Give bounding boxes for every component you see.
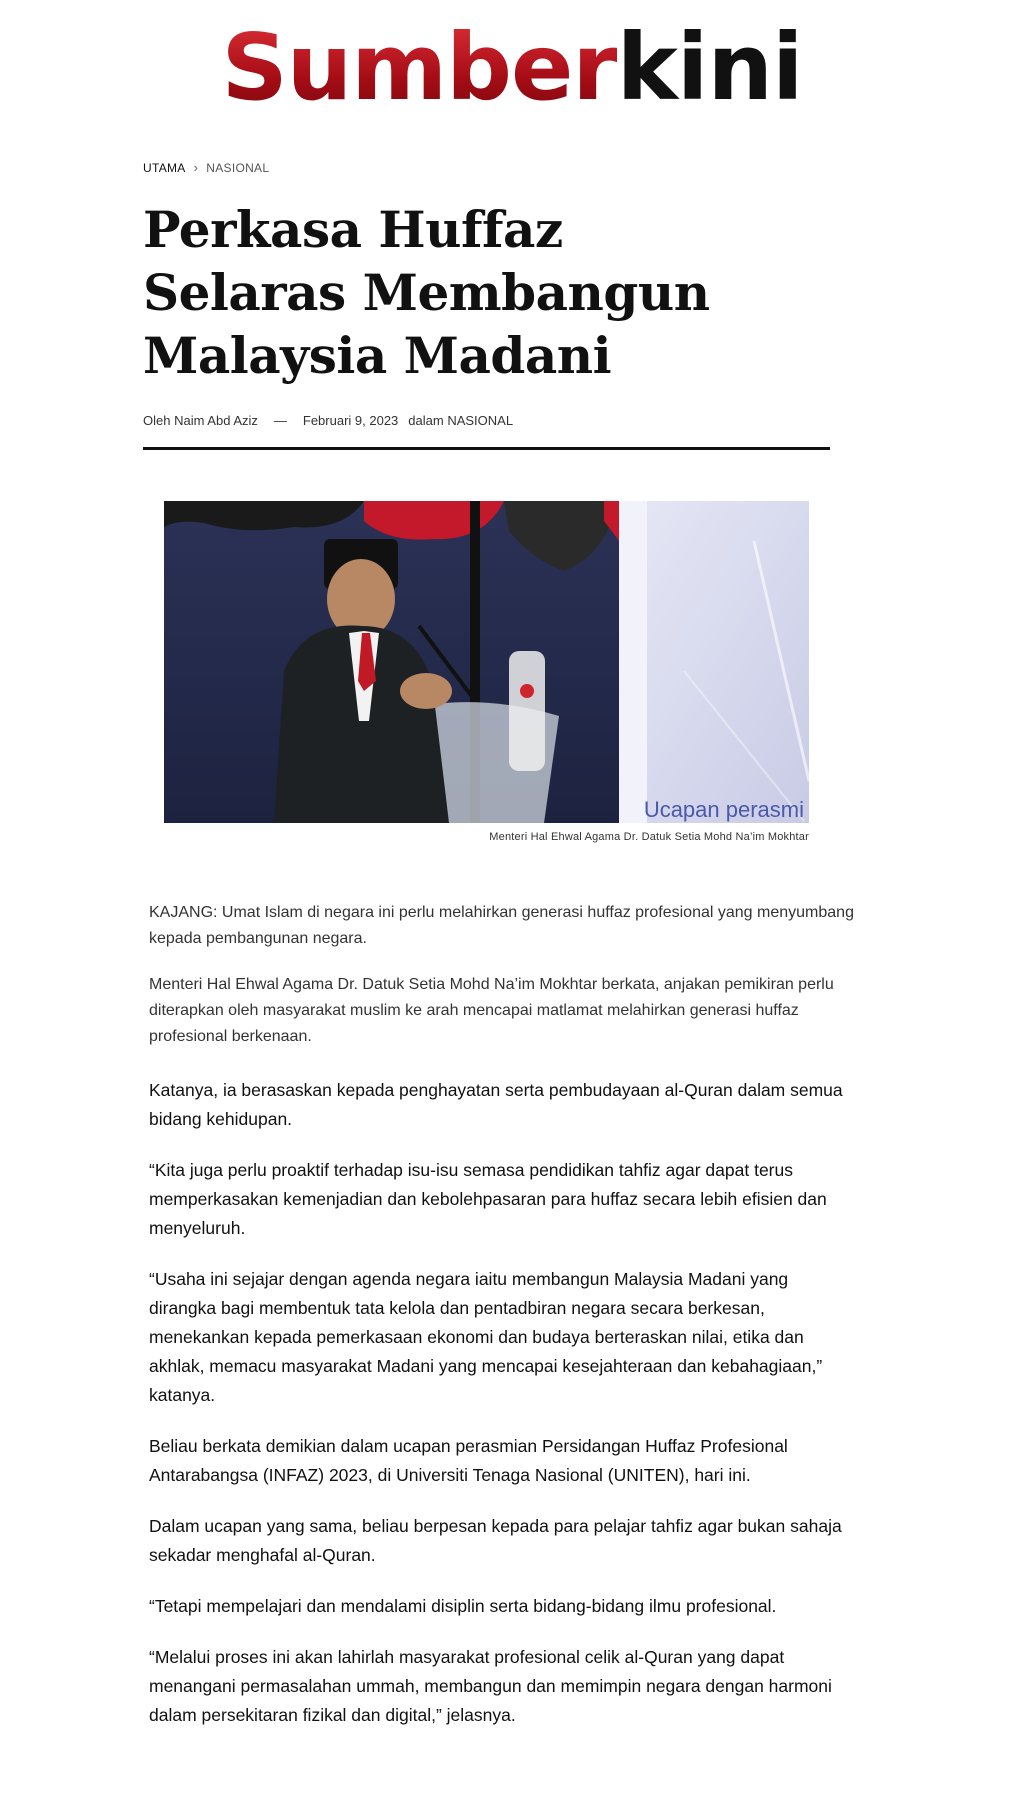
- article-meta: [143, 413, 513, 428]
- chevron-right-icon: ›: [193, 160, 199, 175]
- body-paragraph: “Melalui proses ini akan lahirlah masyarakat profesional celik al-Quran yang dapat menangani permasalahan ummah, membangun dan memimpin negara dengan harmoni dalam persekitaran fizikal dan digital,” jelasnya.: [149, 1647, 832, 1725]
- body-paragraph: “Usaha ini sejajar dengan agenda negara iaitu membangun Malaysia Madani yang dirangka bagi membentuk tata kelola dan pentadbiran negara secara berkesan, menekankan kepada pemerkasaan ekonomi dan budaya berteraskan nilai, etika dan akhlak, memacu masyarakat Madani yang mencapai kesejahteraan dan kebahagiaan,” katanya.: [149, 1269, 823, 1405]
- body-paragraph: “Tetapi mempelajari dan mendalami disiplin serta bidang-bidang ilmu profesional.: [149, 1596, 777, 1616]
- image-overlay-text: Ucapan perasmi: [643, 797, 804, 822]
- title-divider: [143, 447, 830, 450]
- body-paragraph: Katanya, ia berasaskan kepada penghayatan serta pembudayaan al-Quran dalam semua bidang kehidupan.: [149, 1080, 843, 1129]
- logo-text-red: Sumber: [221, 14, 617, 121]
- lead-paragraph: KAJANG: Umat Islam di negara ini perlu melahirkan generasi huffaz profesional yang menyumbang kepada pembangunan negara.: [149, 904, 854, 947]
- breadcrumb-home-link[interactable]: UTAMA: [143, 160, 186, 175]
- breadcrumb-category-link[interactable]: NASIONAL: [206, 160, 270, 175]
- lead-paragraph: Menteri Hal Ehwal Agama Dr. Datuk Setia Mohd Na’im Mokhtar berkata, anjakan pemikiran perlu diterapkan oleh masyarakat muslim ke arah mencapai matlamat melahirkan generasi huffaz profesional berkenaan.: [149, 976, 834, 1045]
- category-link[interactable]: dalam NASIONAL: [408, 413, 514, 428]
- breadcrumb: [143, 160, 269, 175]
- article-date: Februari 9, 2023: [302, 413, 399, 428]
- article-title: Perkasa Huffaz Selaras Membangun Malaysia Madani: [143, 200, 710, 385]
- article-featured-image: [164, 501, 809, 823]
- meta-separator: —: [273, 413, 287, 428]
- body-paragraph: Beliau berkata demikian dalam ucapan perasmian Persidangan Huffaz Profesional Antarabangsa (INFAZ) 2023, di Universiti Tenaga Nasional (UNITEN), hari ini.: [149, 1436, 788, 1485]
- body-paragraph: Dalam ucapan yang sama, beliau berpesan kepada para pelajar tahfiz agar bukan sahaja sekadar menghafal al-Quran.: [149, 1516, 842, 1565]
- article-body: [149, 900, 859, 1752]
- body-paragraph: “Kita juga perlu proaktif terhadap isu-isu semasa pendidikan tahfiz agar dapat terus memperkasakan kemenjadian dan kebolehpasaran para huffaz secara lebih efisien dan menyeluruh.: [149, 1160, 827, 1238]
- image-caption: Menteri Hal Ehwal Agama Dr. Datuk Setia Mohd Na’im Mokhtar: [489, 831, 809, 843]
- author-link[interactable]: Oleh Naim Abd Aziz: [143, 413, 258, 428]
- logo-text-black: kini: [616, 14, 803, 121]
- site-logo[interactable]: [0, 14, 1024, 121]
